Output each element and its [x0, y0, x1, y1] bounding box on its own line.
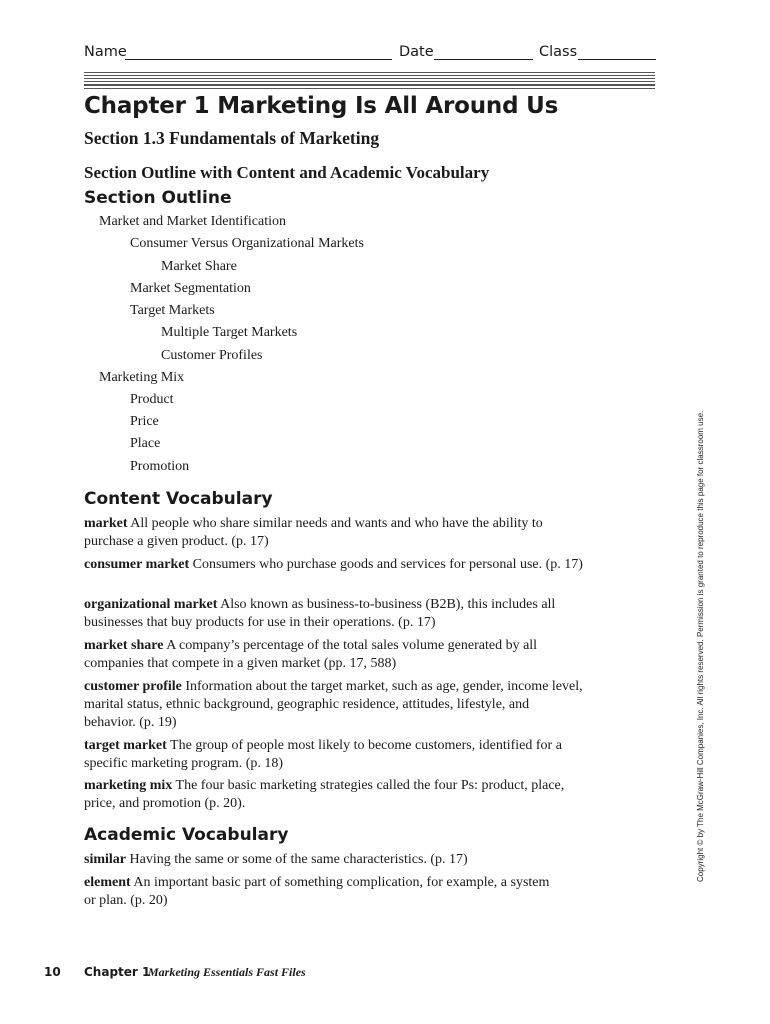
vocab-entry	[84, 556, 584, 574]
vocab-entry	[84, 678, 584, 732]
vocab-definition: The four basic marketing strategies called the four Ps: product, place, price, and promotion (p. 20).	[84, 778, 565, 811]
vocab-entry	[84, 596, 584, 632]
vocab-entry	[84, 874, 554, 910]
vocab-definition: All people who share similar needs and wants and who have the ability to purchase a given product. (p. 17)	[84, 516, 543, 549]
outline-item-market-identification: Market and Market Identification	[99, 214, 286, 229]
outline-item-consumer-vs-organizational: Consumer Versus Organizational Markets	[130, 236, 364, 251]
outline-item-promotion: Promotion	[130, 459, 190, 474]
class-field[interactable]	[578, 59, 656, 60]
vocab-definition: The group of people most likely to become customers, identified for a specific marketing program. (p. 18)	[84, 738, 562, 771]
vocab-term: market	[84, 516, 128, 531]
footer-book-title: Marketing Essentials Fast Files	[148, 965, 306, 979]
vocab-entry	[84, 851, 584, 869]
vocab-definition: Consumers who purchase goods and services for personal use. (p. 17)	[192, 557, 583, 572]
vocab-term: element	[84, 875, 131, 890]
vocab-definition: A company’s percentage of the total sales volume generated by all companies that compete in a given market (pp. 17, 588)	[84, 638, 538, 671]
copyright-notice: Copyright © by The McGraw-Hill Companies, Inc. All rights reserved. Permission is granted to reproduce this page for classroom use.	[696, 410, 705, 882]
outline-item-market-segmentation: Market Segmentation	[130, 281, 251, 296]
outline-item-marketing-mix: Marketing Mix	[99, 370, 185, 385]
vocab-term: marketing mix	[84, 778, 173, 793]
vocab-entry	[84, 737, 584, 773]
class-label: Class	[539, 44, 578, 60]
chapter-title: Chapter 1 Marketing Is All Around Us	[84, 93, 559, 119]
name-label: Name	[84, 44, 127, 60]
section-outline-heading: Section Outline	[84, 188, 232, 208]
vocab-definition: An important basic part of something complication, for example, a system or plan. (p. 20)	[84, 875, 550, 908]
date-field[interactable]	[434, 59, 533, 60]
academic-vocabulary-heading: Academic Vocabulary	[84, 825, 289, 845]
vocab-term: similar	[84, 852, 126, 867]
vocab-term: market share	[84, 638, 164, 653]
vocab-term: customer profile	[84, 679, 182, 694]
outline-heading: Section Outline with Content and Academic Vocabulary	[84, 163, 490, 182]
student-info-header	[84, 44, 656, 64]
vocab-entry	[84, 777, 584, 813]
section-title: Section 1.3 Fundamentals of Marketing	[84, 128, 380, 148]
vocab-term: target market	[84, 738, 167, 753]
outline-item-product: Product	[130, 392, 174, 407]
page-number: 10	[44, 965, 61, 979]
vocab-term: organizational market	[84, 597, 218, 612]
content-vocabulary-heading: Content Vocabulary	[84, 489, 273, 509]
outline-item-market-share: Market Share	[161, 259, 237, 274]
name-field[interactable]	[125, 59, 392, 60]
date-label: Date	[399, 44, 434, 60]
outline-item-place: Place	[130, 436, 161, 451]
vocab-term: consumer market	[84, 557, 190, 572]
vocab-entry	[84, 637, 584, 673]
vocab-definition: Information about the target market, such as age, gender, income level, marital status, ethnic background, geographic residence, attitudes, lifestyle, and behavior. (p. 19)	[84, 679, 583, 730]
vocab-definition: Having the same or some of the same characteristics. (p. 17)	[129, 852, 468, 867]
outline-item-target-markets: Target Markets	[130, 303, 215, 318]
vocab-entry	[84, 515, 584, 551]
outline-item-multiple-target-markets: Multiple Target Markets	[161, 325, 298, 340]
outline-item-price: Price	[130, 414, 159, 429]
vocab-definition: Also known as business-to-business (B2B), this includes all businesses that buy products for use in their operations. (p. 17)	[84, 597, 556, 630]
outline-item-customer-profiles: Customer Profiles	[161, 348, 263, 363]
footer-chapter: Chapter 1	[84, 965, 151, 979]
